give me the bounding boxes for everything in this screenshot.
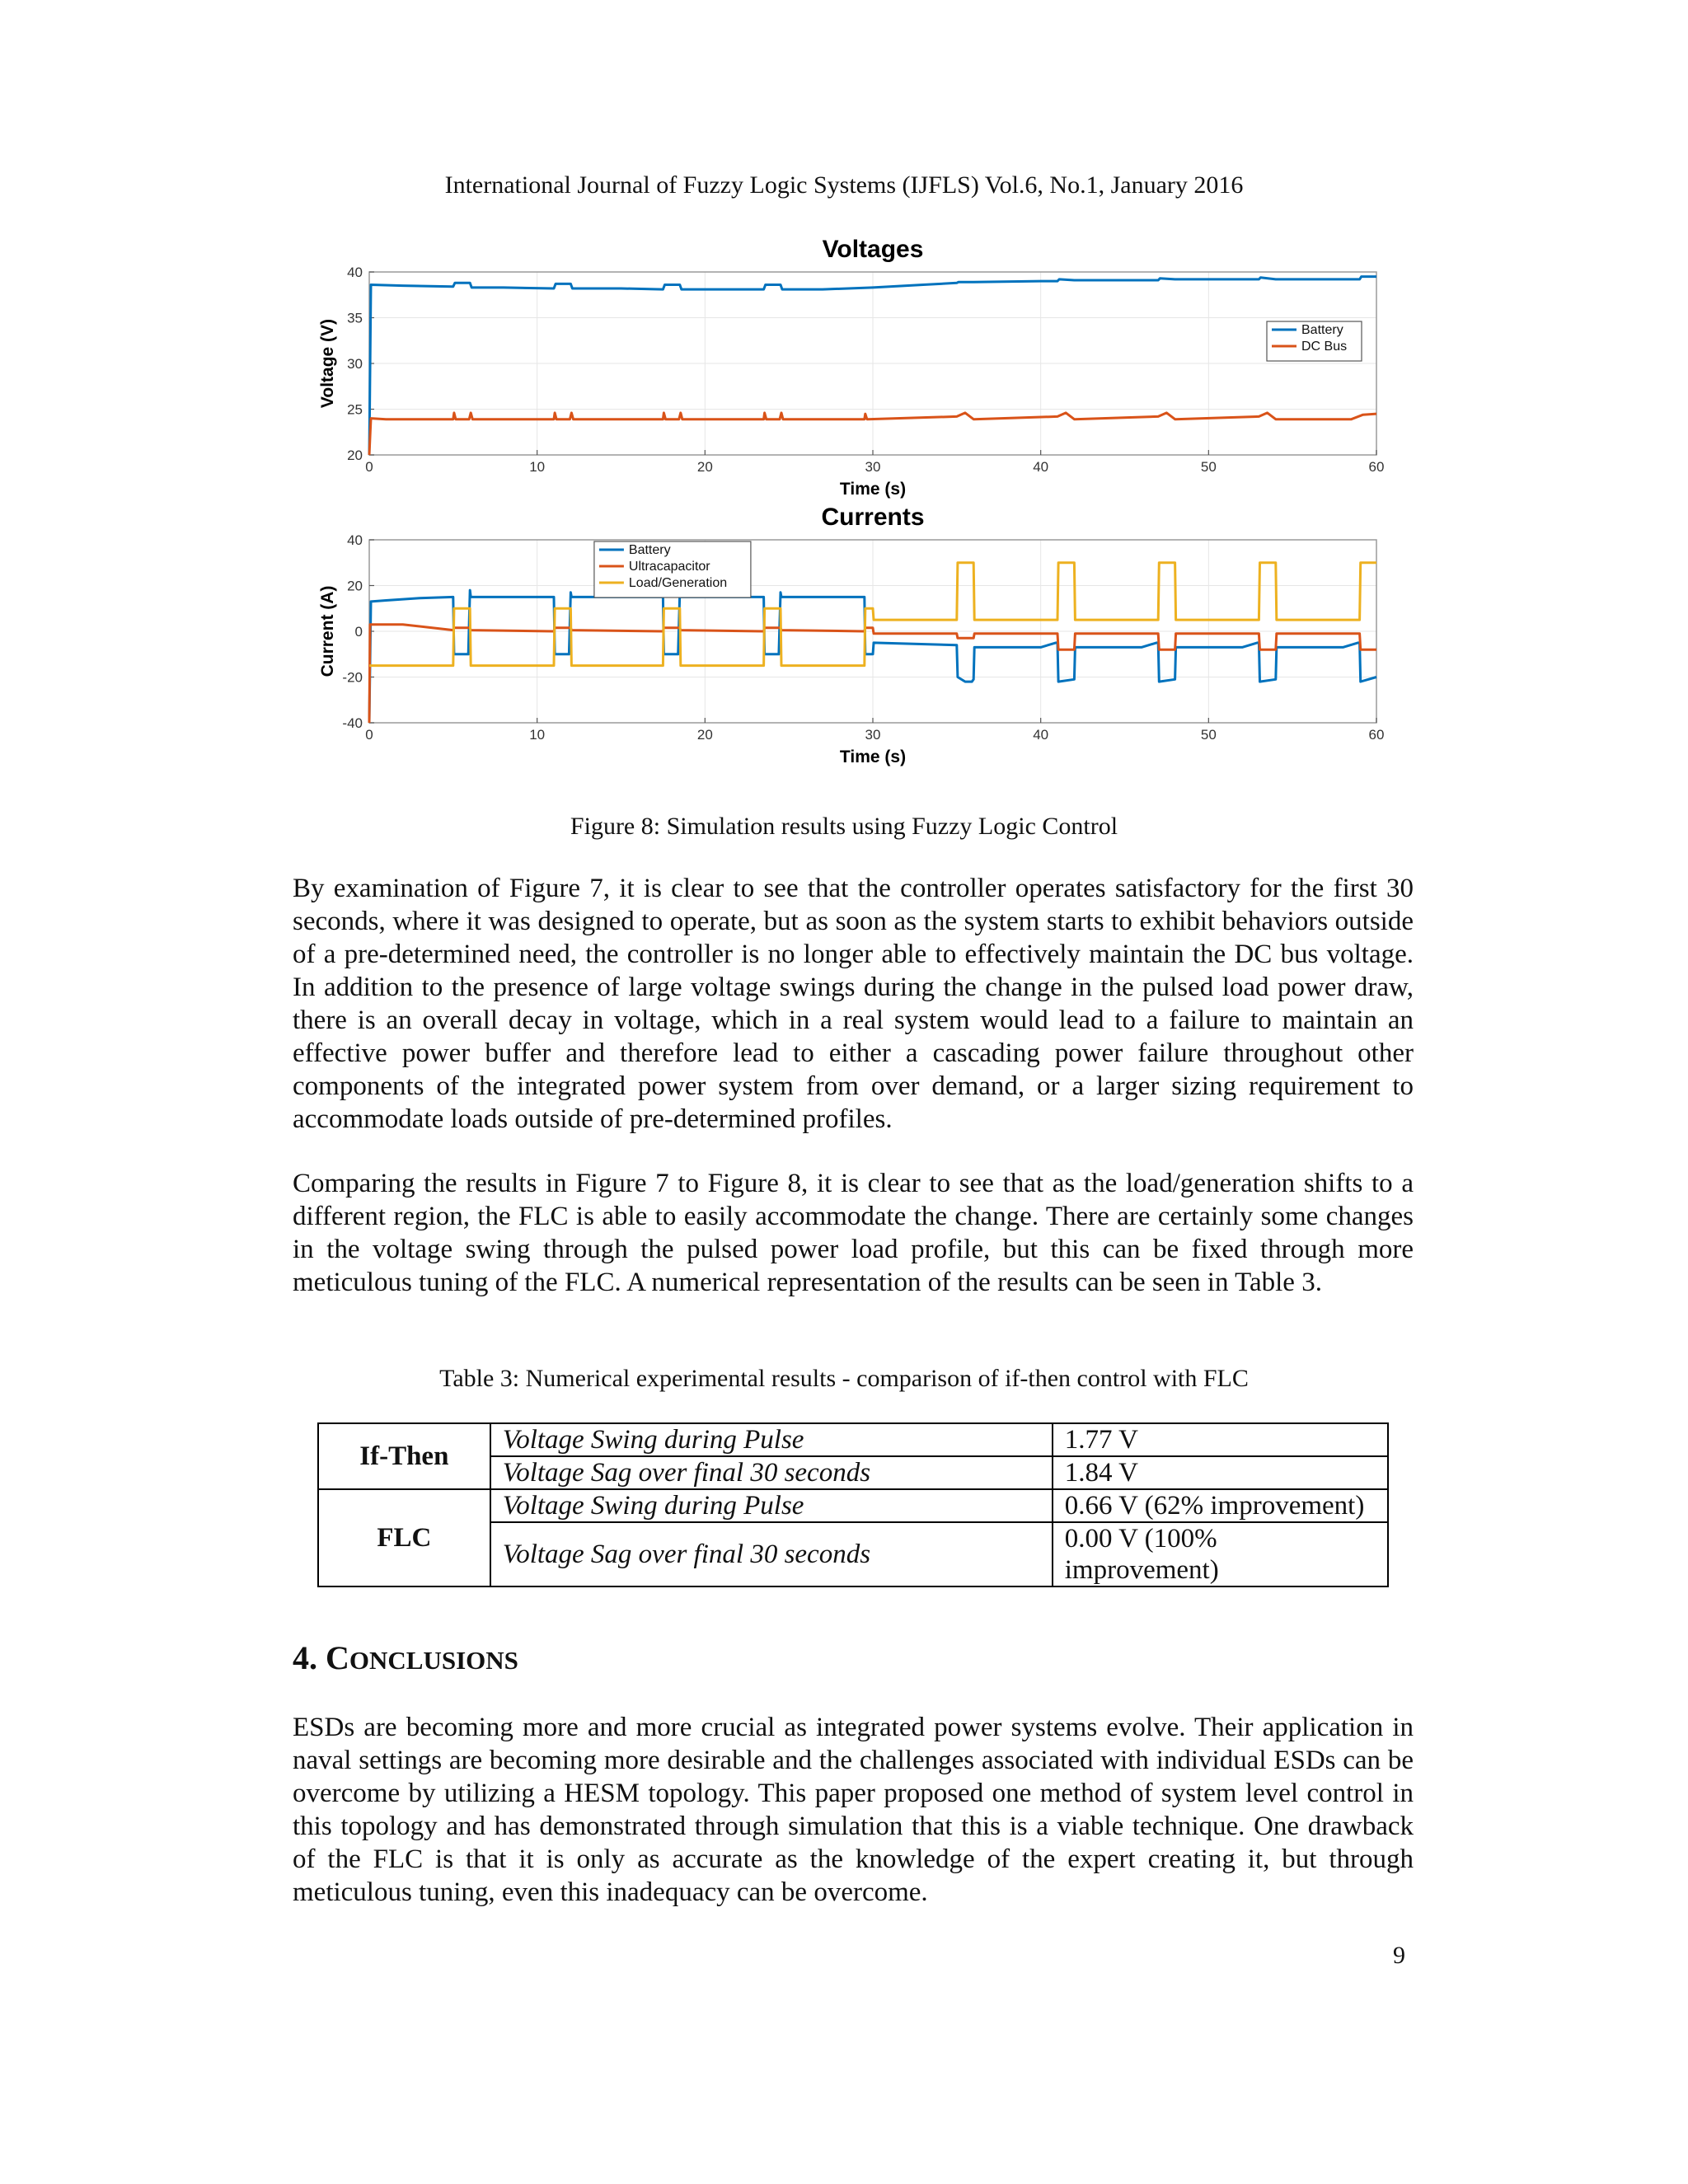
value-cell: 0.66 V (62% improvement): [1053, 1489, 1388, 1522]
table-row: [318, 1489, 1388, 1522]
x-tick-label: 50: [1200, 727, 1217, 743]
value-cell: 1.77 V: [1053, 1423, 1388, 1456]
y-tick-label: 0: [354, 624, 363, 640]
legend-label: Load/Generation: [628, 576, 728, 590]
x-tick-label: 50: [1200, 459, 1217, 475]
chart-title: Voltages: [822, 236, 924, 263]
metric-cell: Voltage Swing during Pulse: [490, 1489, 1053, 1522]
x-tick-label: 0: [365, 727, 373, 743]
chart-legend: [1267, 321, 1362, 361]
currents-chart: [305, 499, 1401, 771]
x-axis-label: Time (s): [839, 748, 907, 766]
table-row: [318, 1423, 1388, 1456]
metric-cell: Voltage Swing during Pulse: [490, 1423, 1053, 1456]
group-label-if-then: If-Then: [318, 1423, 490, 1489]
value-cell: 1.84 V: [1053, 1456, 1388, 1489]
x-tick-label: 30: [865, 459, 881, 475]
y-axis-label: Current (A): [318, 585, 337, 677]
y-tick-label: 25: [347, 401, 363, 418]
y-tick-label: 40: [347, 532, 363, 548]
x-tick-label: 60: [1368, 459, 1385, 475]
figure-caption: Figure 8: Simulation results using Fuzzy Logic Control: [570, 813, 1118, 840]
section-number: 4.: [293, 1639, 317, 1676]
value-cell: 0.00 V (100% improvement): [1053, 1522, 1388, 1586]
x-tick-label: 10: [529, 727, 546, 743]
x-tick-label: 40: [1033, 727, 1049, 743]
metric-cell: Voltage Sag over final 30 seconds: [490, 1456, 1053, 1489]
x-axis-label: Time (s): [839, 480, 907, 499]
x-tick-label: 0: [365, 459, 373, 475]
section-rest: ONCLUSIONS: [349, 1646, 518, 1675]
x-tick-label: 40: [1033, 459, 1049, 475]
legend-label: Battery: [628, 543, 671, 557]
chart-title: Currents: [821, 504, 925, 531]
y-tick-label: 40: [347, 265, 363, 280]
x-tick-label: 10: [529, 459, 546, 475]
y-tick-label: 20: [347, 448, 363, 463]
y-tick-label: 30: [347, 356, 363, 372]
y-axis-label: Voltage (V): [318, 318, 337, 409]
x-tick-label: 30: [865, 727, 881, 743]
section-heading: [293, 1638, 518, 1677]
metric-cell: Voltage Sag over final 30 seconds: [490, 1522, 1053, 1586]
legend-label: Battery: [1301, 323, 1343, 337]
legend-label: Ultracapacitor: [628, 560, 710, 574]
table-caption: Table 3: Numerical experimental results - comparison of if-then control with FLC: [439, 1365, 1249, 1392]
body-paragraph-1: By examination of Figure 7, it is clear to see that the controller operates satisfactory for the first 30 seconds, where it was designed to operate, but as soon as the system starts to exhibit behaviors outside of a pre-determined need, the controller is no longer able to effectively maintain the DC bus voltage. In addition to the presence of large voltage swings during the change in the pulsed load power draw, there is an overall decay in voltage, which in a real system would lead to a failure to maintain an effective power buffer and therefore lead to either a cascading power failure throughout other components of the integrated power system from over demand, or a larger sizing requirement to accommodate loads outside of pre-determined profiles.: [293, 874, 1414, 1134]
x-tick-label: 20: [696, 459, 713, 475]
y-tick-label: -20: [342, 669, 363, 686]
x-tick-label: 60: [1368, 727, 1385, 743]
y-tick-label: -40: [342, 715, 363, 731]
section-initial: C: [326, 1639, 349, 1676]
x-tick-label: 20: [696, 727, 713, 743]
y-tick-label: 35: [347, 310, 363, 326]
results-table: [317, 1422, 1389, 1587]
voltages-chart: [305, 231, 1401, 503]
body-paragraph-3: ESDs are becoming more and more crucial as integrated power systems evolve. Their application in naval settings are becoming more desirable and the challenges associated with individual ESDs can be overcome by utilizing a HESM topology. This paper proposed one method of system level control in this topology and has demonstrated through simulation that this is a viable technique. One drawback of the FLC is that it is only as accurate as the knowledge of the expert creating it, but through meticulous tuning, even this inadequacy can be overcome.: [293, 1713, 1414, 1907]
y-tick-label: 20: [347, 578, 363, 594]
journal-header: International Journal of Fuzzy Logic Systems (IJFLS) Vol.6, No.1, January 2016: [444, 171, 1244, 199]
legend-label: DC Bus: [1301, 340, 1348, 354]
group-label-flc: FLC: [318, 1489, 490, 1586]
page-number: 9: [1393, 1942, 1405, 1969]
body-paragraph-2: Comparing the results in Figure 7 to Figure 8, it is clear to see that as the load/generation shifts to a different region, the FLC is able to easily accommodate the change. There are certainly some changes in the voltage swing through the pulsed power load profile, but this can be fixed through more meticulous tuning of the FLC. A numerical representation of the results can be seen in Table 3.: [293, 1169, 1414, 1297]
chart-legend: [594, 541, 751, 598]
